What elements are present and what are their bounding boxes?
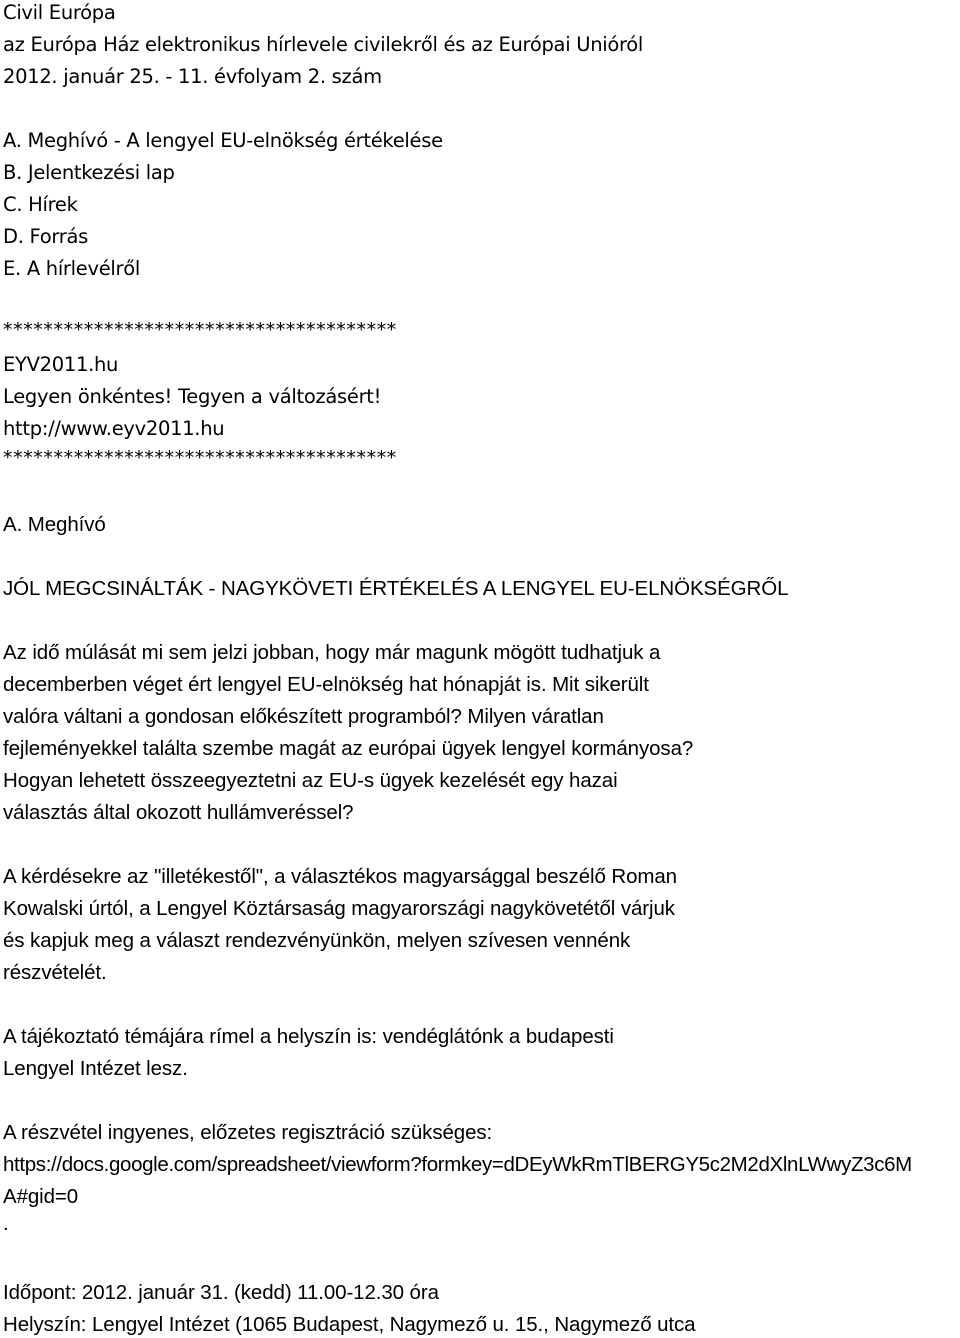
newsletter-subtitle: az Európa Ház elektronikus hírlevele civilekről és az Európai Unióról bbox=[3, 33, 644, 56]
registration-link-continued[interactable]: A#gid=0 bbox=[3, 1185, 79, 1208]
paragraph-line: A kérdésekre az "illetékestől", a választékos magyarsággal beszélő Roman bbox=[3, 865, 677, 888]
event-venue: Helyszín: Lengyel Intézet (1065 Budapest, Nagymező u. 15., Nagymező utca bbox=[3, 1313, 696, 1336]
stars-divider-top: *************************************** bbox=[3, 319, 397, 341]
paragraph-line: decemberben véget ért lengyel EU-elnökség hat hónapját is. Mit sikerült bbox=[3, 673, 649, 696]
paragraph-line: Az idő múlását mi sem jelzi jobban, hogy már magunk mögött tudhatjuk a bbox=[3, 641, 661, 664]
stars-divider-bottom: *************************************** bbox=[3, 447, 397, 469]
paragraph-line: fejleményekkel találta szembe magát az európai ügyek lengyel kormányosa? bbox=[3, 737, 694, 760]
banner-site: EYV2011.hu bbox=[3, 353, 119, 376]
banner-url-link[interactable]: http://www.eyv2011.hu bbox=[3, 417, 225, 440]
event-time: Időpont: 2012. január 31. (kedd) 11.00-12.30 óra bbox=[3, 1281, 439, 1304]
section-heading: A. Meghívó bbox=[3, 513, 106, 536]
registration-text: A részvétel ingyenes, előzetes regisztráció szükséges: bbox=[3, 1121, 493, 1144]
newsletter-title: Civil Európa bbox=[3, 1, 116, 24]
paragraph-line: Kowalski úrtól, a Lengyel Köztársaság magyarországi nagykövetétől várjuk bbox=[3, 897, 675, 920]
toc-item-d[interactable]: D. Forrás bbox=[3, 225, 88, 248]
banner-slogan: Legyen önkéntes! Tegyen a változásért! bbox=[3, 385, 382, 408]
toc-item-c[interactable]: C. Hírek bbox=[3, 193, 78, 216]
paragraph-line: és kapjuk meg a választ rendezvényünkön, melyen szívesen vennénk bbox=[3, 929, 631, 952]
paragraph-line: valóra váltani a gondosan előkészített programból? Milyen váratlan bbox=[3, 705, 604, 728]
toc-item-a[interactable]: A. Meghívó - A lengyel EU-elnökség értékelése bbox=[3, 129, 443, 152]
paragraph-line: Hogyan lehetett összeegyeztetni az EU-s ügyek kezelését egy hazai bbox=[3, 769, 618, 792]
paragraph-line: A tájékoztató témájára rímel a helyszín is: vendéglátónk a budapesti bbox=[3, 1025, 614, 1048]
registration-link[interactable]: https://docs.google.com/spreadsheet/viewform?formkey=dDEyWkRmTlBERGY5c2M2dXlnLWwyZ3c6M bbox=[3, 1153, 912, 1176]
paragraph-line: Lengyel Intézet lesz. bbox=[3, 1057, 188, 1080]
separator-dot: . bbox=[3, 1212, 9, 1235]
toc-item-e[interactable]: E. A hírlevélről bbox=[3, 257, 140, 280]
paragraph-line: részvételét. bbox=[3, 961, 107, 984]
section-title: JÓL MEGCSINÁLTÁK - NAGYKÖVETI ÉRTÉKELÉS A LENGYEL EU-ELNÖKSÉGRŐL bbox=[3, 577, 789, 600]
issue-date: 2012. január 25. - 11. évfolyam 2. szám bbox=[3, 65, 382, 88]
toc-item-b[interactable]: B. Jelentkezési lap bbox=[3, 161, 175, 184]
paragraph-line: választás által okozott hullámveréssel? bbox=[3, 801, 354, 824]
